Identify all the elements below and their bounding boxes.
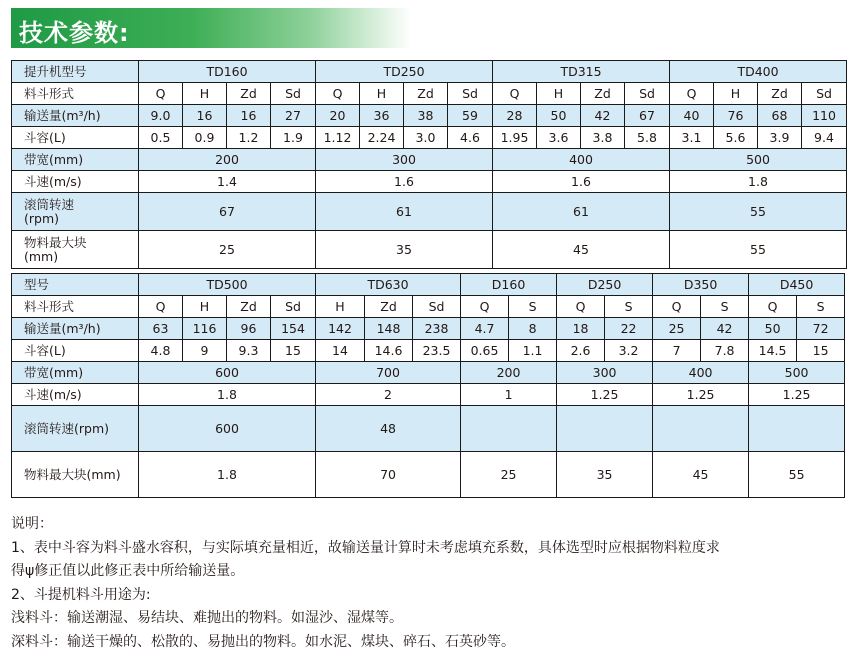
table-row [12, 231, 847, 269]
notes-section [11, 513, 846, 654]
table-cell: 67 [625, 105, 670, 127]
table-cell: 3.2 [605, 340, 653, 362]
table-cell: S [605, 296, 653, 318]
table-cell: 55 [749, 452, 845, 498]
table-cell: 142 [316, 318, 365, 340]
table-cell: Q [670, 83, 714, 105]
table-cell: Zd [404, 83, 448, 105]
table-cell: 1.25 [557, 384, 653, 406]
table-cell: 1 [461, 384, 557, 406]
table-cell: Q [139, 296, 183, 318]
model-header: TD315 [493, 61, 670, 83]
table-cell: 48 [316, 406, 461, 452]
table-cell: 238 [413, 318, 461, 340]
table-cell: 68 [758, 105, 802, 127]
table-cell: 7.8 [701, 340, 749, 362]
row-label: 型号 [12, 274, 139, 296]
table-row [12, 83, 847, 105]
row-label: 输送量(m³/h) [12, 105, 139, 127]
spec-table-td-series [11, 60, 847, 269]
table-cell: Zd [758, 83, 802, 105]
table-cell: 20 [316, 105, 360, 127]
table-cell [749, 406, 845, 452]
table-cell: 76 [714, 105, 758, 127]
table-cell: 300 [557, 362, 653, 384]
table-cell: 42 [701, 318, 749, 340]
table-cell: Zd [227, 296, 271, 318]
table-cell: 23.5 [413, 340, 461, 362]
table-cell: S [701, 296, 749, 318]
row-label: 滚筒转速(rpm) [12, 193, 139, 231]
model-header: TD500 [139, 274, 316, 296]
table-cell: 50 [537, 105, 581, 127]
table-cell: 2 [316, 384, 461, 406]
table-cell: 16 [227, 105, 271, 127]
table-cell: 154 [271, 318, 316, 340]
table-cell: 400 [493, 149, 670, 171]
notes-heading: 说明： [11, 516, 53, 532]
table-cell: 1.8 [670, 171, 847, 193]
table-cell: S [797, 296, 845, 318]
table-cell: 1.2 [227, 127, 271, 149]
row-label: 斗速(m/s) [12, 384, 139, 406]
table-cell: 4.6 [448, 127, 493, 149]
table-cell: Q [316, 83, 360, 105]
table-cell: 59 [448, 105, 493, 127]
table-cell: 1.25 [653, 384, 749, 406]
table-cell: 4.8 [139, 340, 183, 362]
table-cell: 148 [365, 318, 413, 340]
table-cell: 200 [461, 362, 557, 384]
model-header: D160 [461, 274, 557, 296]
table-cell: Sd [271, 83, 316, 105]
table-row [12, 296, 845, 318]
table-row [12, 318, 845, 340]
table-cell: 42 [581, 105, 625, 127]
model-header: D250 [557, 274, 653, 296]
table-cell: 1.12 [316, 127, 360, 149]
table-cell: 50 [749, 318, 797, 340]
table-cell: 45 [493, 231, 670, 269]
table-cell: H [714, 83, 758, 105]
row-label: 斗速(m/s) [12, 171, 139, 193]
table-cell: 600 [139, 406, 316, 452]
table-cell: 70 [316, 452, 461, 498]
table-cell: H [360, 83, 404, 105]
table-cell: 2.6 [557, 340, 605, 362]
row-label: 带宽(mm) [12, 362, 139, 384]
table-cell: 0.9 [183, 127, 227, 149]
table-cell: 1.95 [493, 127, 537, 149]
table-cell: 72 [797, 318, 845, 340]
table-cell [557, 406, 653, 452]
table-cell: 3.9 [758, 127, 802, 149]
table-cell: 3.1 [670, 127, 714, 149]
table-cell: 14 [316, 340, 365, 362]
row-label: 料斗形式 [12, 83, 139, 105]
table-cell: 5.8 [625, 127, 670, 149]
note-line: 深料斗：输送干燥的、松散的、易抛出的物料。如水泥、煤块、碎石、石英砂等。 [11, 633, 515, 650]
table-row [12, 193, 847, 231]
table-cell: 110 [802, 105, 847, 127]
table-cell: 116 [183, 318, 227, 340]
table-cell: 7 [653, 340, 701, 362]
row-label: 输送量(m³/h) [12, 318, 139, 340]
table-cell: 1.6 [493, 171, 670, 193]
table-cell: 500 [670, 149, 847, 171]
section-title: 技术参数: [19, 19, 130, 47]
table-cell: 18 [557, 318, 605, 340]
spec-table-td-d-series [11, 273, 845, 498]
table-row [12, 406, 845, 452]
table-cell: Zd [581, 83, 625, 105]
table-cell: 40 [670, 105, 714, 127]
table-cell: 14.6 [365, 340, 413, 362]
table-cell: Sd [413, 296, 461, 318]
table-cell: 1.8 [139, 452, 316, 498]
table-cell: 22 [605, 318, 653, 340]
table-cell: 400 [653, 362, 749, 384]
table-cell: 16 [183, 105, 227, 127]
model-header: TD400 [670, 61, 847, 83]
table-cell: Q [749, 296, 797, 318]
table-cell: H [316, 296, 365, 318]
table-cell: 9.3 [227, 340, 271, 362]
table-cell: Q [493, 83, 537, 105]
model-header: TD630 [316, 274, 461, 296]
table-row [12, 149, 847, 171]
table-cell: 3.6 [537, 127, 581, 149]
table-row [12, 384, 845, 406]
table-cell: 1.25 [749, 384, 845, 406]
table-cell: 3.0 [404, 127, 448, 149]
table-cell: 600 [139, 362, 316, 384]
table-cell: Q [139, 83, 183, 105]
note-line: 2、斗提机料斗用途为: [11, 586, 151, 603]
row-label: 带宽(mm) [12, 149, 139, 171]
table-cell: 1.6 [316, 171, 493, 193]
table-cell: 1.8 [139, 384, 316, 406]
table-cell: Zd [227, 83, 271, 105]
table-cell: 61 [316, 193, 493, 231]
table-cell: 25 [139, 231, 316, 269]
table-cell: 38 [404, 105, 448, 127]
table-cell: Sd [625, 83, 670, 105]
table-cell: 4.7 [461, 318, 509, 340]
table-cell: 96 [227, 318, 271, 340]
table-cell: 1.1 [509, 340, 557, 362]
model-header: TD250 [316, 61, 493, 83]
table-cell: 500 [749, 362, 845, 384]
model-header: D350 [653, 274, 749, 296]
table-cell: 25 [461, 452, 557, 498]
table-row [12, 340, 845, 362]
table-row [12, 362, 845, 384]
row-label: 斗容(L) [12, 340, 139, 362]
table-row [12, 171, 847, 193]
note-line: 浅料斗：输送潮湿、易结块、难抛出的物料。如湿沙、湿煤等。 [11, 610, 403, 626]
row-label: 斗容(L) [12, 127, 139, 149]
model-header: D450 [749, 274, 845, 296]
table-cell: 1.9 [271, 127, 316, 149]
table-cell: 36 [360, 105, 404, 127]
table-cell: 9 [183, 340, 227, 362]
table-cell [653, 406, 749, 452]
section-title-bar [11, 8, 411, 48]
note-line: 1、表中斗容为料斗盛水容积，与实际填充量相近，故输送量计算时未考虑填充系数，具体选型时应根据物料粒度求 [11, 539, 720, 556]
table-cell: H [537, 83, 581, 105]
table-row [12, 127, 847, 149]
table-cell: 25 [653, 318, 701, 340]
table-cell: 1.4 [139, 171, 316, 193]
note-line: 得ψ修正值以此修正表中所给输送量。 [11, 563, 245, 579]
table-row [12, 274, 845, 296]
table-cell: 9.4 [802, 127, 847, 149]
table-cell: 5.6 [714, 127, 758, 149]
table-cell: 28 [493, 105, 537, 127]
table-cell: Sd [448, 83, 493, 105]
table-cell: 35 [557, 452, 653, 498]
table-row [12, 452, 845, 498]
table-cell: 35 [316, 231, 493, 269]
table-cell: Sd [802, 83, 847, 105]
table-cell: Zd [365, 296, 413, 318]
table-cell: Q [557, 296, 605, 318]
table-cell: 27 [271, 105, 316, 127]
table-cell: 300 [316, 149, 493, 171]
table-cell: H [183, 83, 227, 105]
table-cell [461, 406, 557, 452]
row-label: 物料最大块(mm) [12, 231, 139, 269]
table-row [12, 61, 847, 83]
table-cell: 3.8 [581, 127, 625, 149]
table-row [12, 105, 847, 127]
table-cell: 61 [493, 193, 670, 231]
table-cell: 8 [509, 318, 557, 340]
table-cell: H [183, 296, 227, 318]
table-cell: 67 [139, 193, 316, 231]
table-cell: S [509, 296, 557, 318]
table-cell: 700 [316, 362, 461, 384]
row-label: 料斗形式 [12, 296, 139, 318]
row-label: 提升机型号 [12, 61, 139, 83]
model-header: TD160 [139, 61, 316, 83]
table-cell: 0.5 [139, 127, 183, 149]
row-label: 滚筒转速(rpm) [12, 406, 139, 452]
table-cell: 200 [139, 149, 316, 171]
table-cell: 9.0 [139, 105, 183, 127]
table-cell: 63 [139, 318, 183, 340]
table-cell: 14.5 [749, 340, 797, 362]
row-label: 物料最大块(mm) [12, 452, 139, 498]
table-cell: 55 [670, 231, 847, 269]
table-cell: 55 [670, 193, 847, 231]
table-cell: Q [461, 296, 509, 318]
table-cell: 15 [797, 340, 845, 362]
table-cell: Q [653, 296, 701, 318]
table-cell: 0.65 [461, 340, 509, 362]
table-cell: 2.24 [360, 127, 404, 149]
table-cell: 45 [653, 452, 749, 498]
table-cell: Sd [271, 296, 316, 318]
table-cell: 15 [271, 340, 316, 362]
